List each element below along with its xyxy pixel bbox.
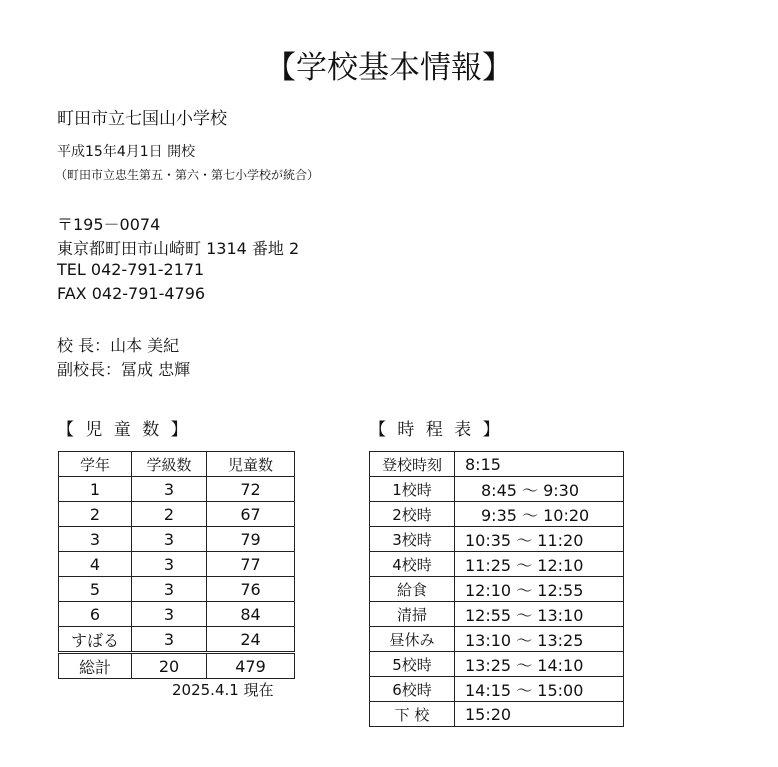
table-row: 5校時 13:25 ～ 14:10 (370, 652, 624, 677)
header-grade: 学年 (59, 452, 132, 477)
postal-code: 〒195－0074 (57, 215, 161, 234)
enrollment-heading: 【 児 童 数 】 (57, 420, 191, 440)
school-name: 町田市立七国山小学校 (57, 109, 227, 129)
header-students: 児童数 (207, 452, 295, 477)
merger-note: （町田市立忠生第五・第六・第七小学校が統合） (55, 168, 320, 182)
table-row: 2校時 9:35 ～ 10:20 (370, 502, 624, 527)
table-row: 登校時刻 8:15 (370, 452, 624, 477)
table-row: 5 3 76 (59, 577, 295, 602)
vice-principal: 副校長：冨成 忠輝 (57, 360, 191, 379)
table-row: 4校時 11:25 ～ 12:10 (370, 552, 624, 577)
as-of-date: 2025.4.1 現在 (172, 681, 274, 699)
enrollment-table (58, 451, 295, 679)
table-row: 昼休み 13:10 ～ 13:25 (370, 627, 624, 652)
table-row: 3校時 10:35 ～ 11:20 (370, 527, 624, 552)
table-row: 1 3 72 (59, 477, 295, 502)
table-row: 6 3 84 (59, 602, 295, 627)
table-row: 4 3 77 (59, 552, 295, 577)
table-row: 清掃 12:55 ～ 13:10 (370, 602, 624, 627)
table-total-row: 総計 20 479 (59, 653, 295, 679)
telephone: TEL 042-791-2171 (57, 260, 205, 279)
schedule-heading: 【 時 程 表 】 (369, 420, 503, 440)
table-row: 給食 12:10 ～ 12:55 (370, 577, 624, 602)
fax: FAX 042-791-4796 (57, 284, 206, 303)
table-row: すばる 3 24 (59, 627, 295, 653)
page-title: 【学校基本情報】 (265, 50, 513, 86)
table-row: 1校時 8:45 ～ 9:30 (370, 477, 624, 502)
table-row: 3 3 79 (59, 527, 295, 552)
principal: 校 長：山本 美紀 (57, 336, 180, 355)
table-row: 6校時 14:15 ～ 15:00 (370, 677, 624, 702)
table-row: 下 校 15:20 (370, 702, 624, 727)
street-address: 東京都町田市山崎町 1314 番地 2 (57, 239, 300, 258)
table-header-row (59, 452, 295, 477)
founded-date: 平成15年4月1日 開校 (57, 144, 196, 160)
schedule-table (369, 451, 624, 727)
table-row: 2 2 67 (59, 502, 295, 527)
header-classes: 学級数 (132, 452, 207, 477)
